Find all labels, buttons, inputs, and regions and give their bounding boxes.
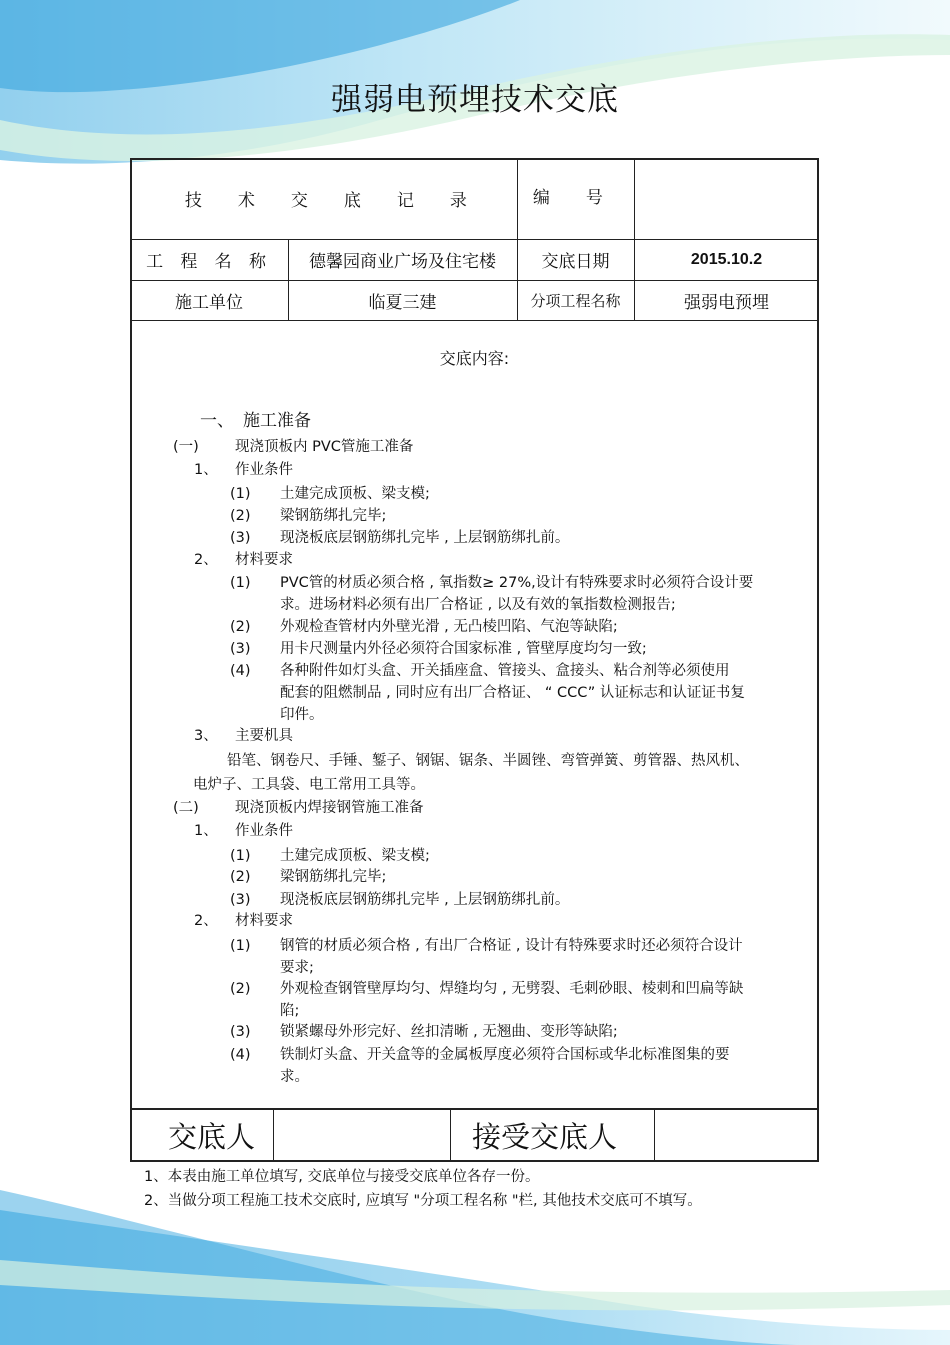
content-line: 铁制灯头盒、开关盒等的金属板厚度必须符合国标或华北标准图集的要 bbox=[280, 1047, 730, 1063]
receiver-signature-field[interactable] bbox=[654, 1108, 819, 1162]
item-number: (3) bbox=[230, 892, 251, 908]
subproject-name-label: 分项工程名称 bbox=[530, 291, 621, 310]
item-number: (2) bbox=[230, 869, 251, 885]
item-number: 1、 bbox=[194, 823, 218, 839]
discloser-signature-field[interactable] bbox=[273, 1108, 450, 1162]
item-number: (2) bbox=[230, 981, 251, 997]
content-line: 求。 bbox=[280, 1069, 309, 1085]
item-number: (4) bbox=[230, 663, 251, 679]
content-line: 铅笔、钢卷尺、手锤、錾子、钢锯、锯条、半圆锉、弯管弹簧、剪管器、热风机、 bbox=[227, 753, 749, 769]
content-line: 作业条件 bbox=[235, 823, 293, 839]
content-line: 现浇板底层钢筋绑扎完毕 , 上层钢筋绑扎前。 bbox=[280, 892, 570, 908]
item-number: 1、 bbox=[194, 462, 218, 478]
item-number: 3、 bbox=[194, 728, 218, 744]
subproject-name-value: 强弱电预埋 bbox=[684, 292, 769, 313]
content-line: 作业条件 bbox=[235, 462, 293, 478]
content-line: 电炉子、工具袋、电工常用工具等。 bbox=[193, 777, 425, 793]
content-line: 外观检查管材内外壁光滑 , 无凸棱凹陷、气泡等缺陷; bbox=[280, 619, 618, 635]
construction-unit-label: 施工单位 bbox=[175, 292, 243, 313]
item-number: (二) bbox=[173, 800, 199, 816]
content-line: 陷; bbox=[280, 1003, 300, 1019]
item-number: (1) bbox=[230, 938, 251, 954]
content-line: 现浇板底层钢筋绑扎完毕 , 上层钢筋绑扎前。 bbox=[280, 530, 570, 546]
content-line: 主要机具 bbox=[235, 728, 293, 744]
item-number: (3) bbox=[230, 530, 251, 546]
document-title: 强弱电预埋技术交底 bbox=[331, 82, 619, 118]
item-number: (3) bbox=[230, 641, 251, 657]
content-line: 钢管的材质必须合格 , 有出厂合格证 , 设计有特殊要求时还必须符合设计 bbox=[280, 938, 743, 954]
item-number: (4) bbox=[230, 1047, 251, 1063]
content-line: 锁紧螺母外形完好、丝扣清晰 , 无翘曲、变形等缺陷; bbox=[280, 1024, 618, 1040]
content-line: 土建完成顶板、梁支模; bbox=[280, 848, 430, 864]
footnote: 1、本表由施工单位填写, 交底单位与接受交底单位各存一份。 bbox=[144, 1169, 540, 1185]
content-line: 梁钢筋绑扎完毕; bbox=[280, 869, 387, 885]
item-number: (1) bbox=[230, 848, 251, 864]
content-line: 材料要求 bbox=[235, 913, 293, 929]
disclosure-date-value: 2015.10.2 bbox=[690, 250, 763, 268]
project-name-label: 工 程 名 称 bbox=[146, 252, 272, 272]
table-rule bbox=[130, 320, 819, 321]
receiver-label: 接受交底人 bbox=[472, 1119, 618, 1154]
number-label: 编 号 bbox=[532, 188, 619, 208]
item-number: 一、 bbox=[200, 411, 234, 431]
content-line: 各种附件如灯头盒、开关插座盒、管接头、盒接头、粘合剂等必须使用 bbox=[280, 663, 730, 679]
content-line: 施工准备 bbox=[243, 411, 311, 431]
item-number: (一) bbox=[173, 439, 199, 455]
number-field[interactable] bbox=[634, 158, 819, 239]
item-number: (1) bbox=[230, 575, 251, 591]
record-label: 技 术 交 底 记 录 bbox=[184, 191, 483, 211]
content-line: PVC管的材质必须合格 , 氧指数≥ 27%,设计有特殊要求时必须符合设计要 bbox=[280, 575, 754, 591]
content-line: 用卡尺测量内外径必须符合国家标准 , 管壁厚度均匀一致; bbox=[280, 641, 647, 657]
content-line: 要求; bbox=[280, 960, 314, 976]
content-line: 求。进场材料必须有出厂合格证 , 以及有效的氧指数检测报告; bbox=[280, 597, 676, 613]
content-heading: 交底内容: bbox=[439, 348, 510, 368]
content-line: 外观检查钢管壁厚均匀、焊缝均匀 , 无劈裂、毛刺砂眼、棱刺和凹扁等缺 bbox=[280, 981, 744, 997]
item-number: (2) bbox=[230, 508, 251, 524]
project-name-value: 德馨园商业广场及住宅楼 bbox=[309, 252, 496, 272]
construction-unit-value: 临夏三建 bbox=[368, 292, 437, 313]
content-line: 土建完成顶板、梁支模; bbox=[280, 486, 430, 502]
content-line: 材料要求 bbox=[235, 552, 293, 568]
content-line: 现浇顶板内焊接钢管施工准备 bbox=[235, 800, 424, 816]
discloser-label: 交底人 bbox=[168, 1119, 256, 1154]
content-line: 印件。 bbox=[280, 707, 324, 723]
content-line: 配套的阻燃制品 , 同时应有出厂合格证、 “ CCC” 认证标志和认证证书复 bbox=[280, 685, 745, 701]
item-number: 2、 bbox=[194, 552, 218, 568]
item-number: (1) bbox=[230, 486, 251, 502]
disclosure-date-label: 交底日期 bbox=[541, 252, 610, 272]
item-number: 2、 bbox=[194, 913, 218, 929]
item-number: (3) bbox=[230, 1024, 251, 1040]
content-line: 梁钢筋绑扎完毕; bbox=[280, 508, 387, 524]
disclosure-record-table bbox=[130, 158, 819, 1162]
item-number: (2) bbox=[230, 619, 251, 635]
footnote: 2、当做分项工程施工技术交底时, 应填写 "分项工程名称 "栏, 其他技术交底可不填写。 bbox=[144, 1193, 702, 1209]
content-line: 现浇顶板内 PVC管施工准备 bbox=[235, 439, 414, 455]
